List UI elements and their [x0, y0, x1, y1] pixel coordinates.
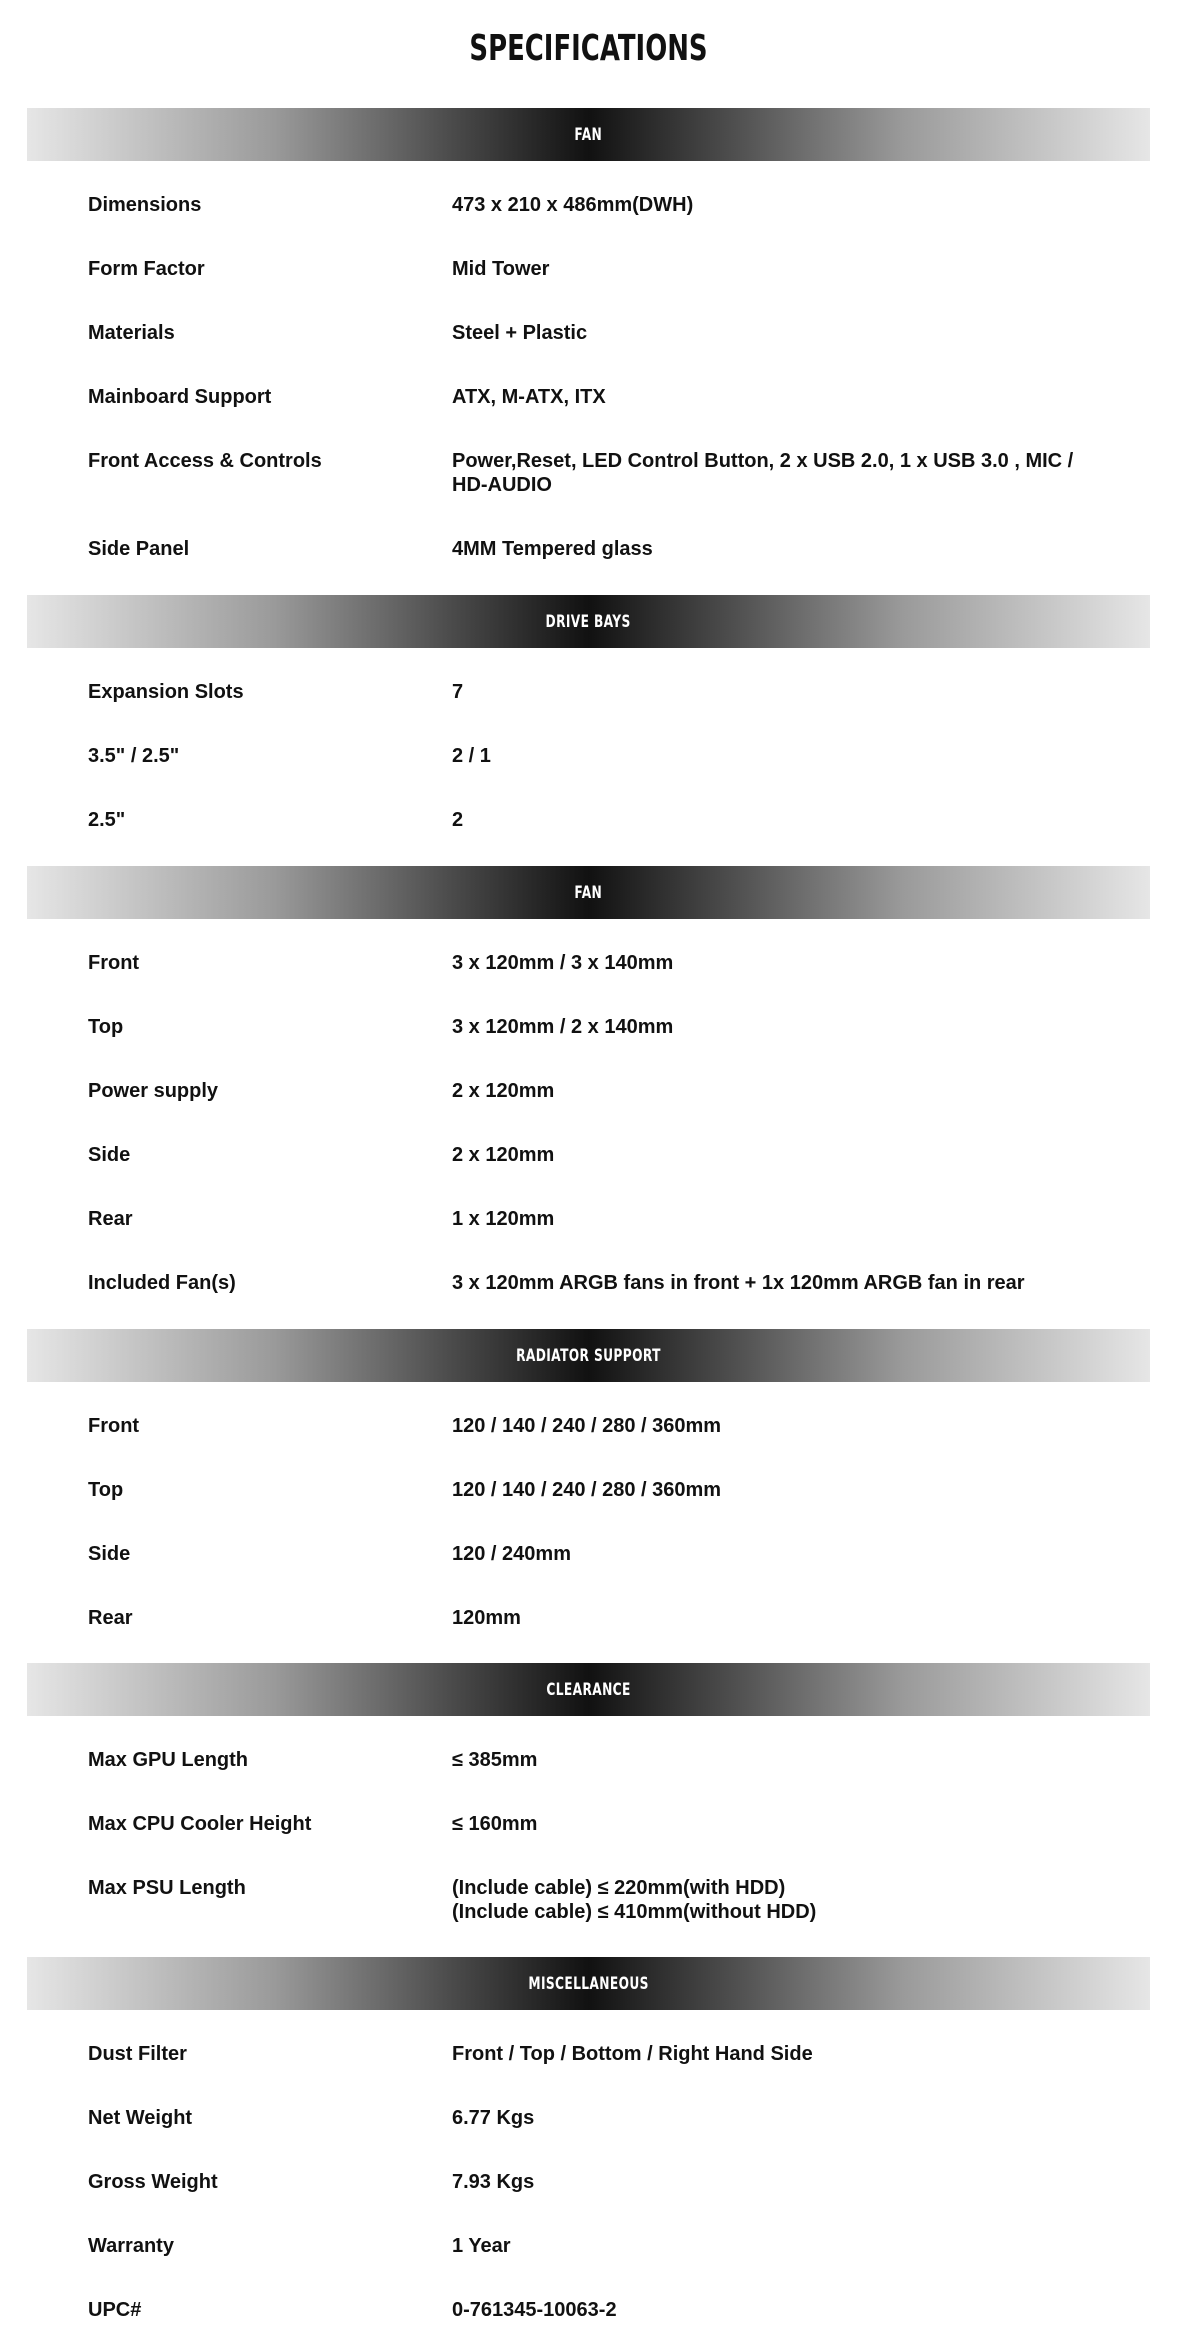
spec-label: Max PSU Length — [88, 1877, 246, 1899]
spec-value — [452, 1143, 1092, 1167]
spec-value-line: 2 — [452, 809, 464, 831]
spec-label: Rear — [88, 1208, 133, 1230]
spec-value-line: 7 — [452, 681, 464, 703]
section-title: RADIATOR SUPPORT — [516, 1345, 661, 1366]
spec-value-line: 3 x 120mm / 2 x 140mm — [452, 1016, 674, 1038]
spec-value-line: HD-AUDIO — [452, 474, 552, 496]
spec-value — [452, 449, 1092, 497]
spec-label: Gross Weight — [88, 2171, 218, 2193]
spec-value — [452, 385, 1092, 409]
spec-value — [452, 1748, 1092, 1772]
spec-value-line: 4MM Tempered glass — [452, 538, 653, 560]
spec-label: Front — [88, 952, 140, 974]
spec-value-line: 7.93 Kgs — [452, 2171, 535, 2193]
spec-label: Dust Filter — [88, 2043, 187, 2065]
spec-label: Top — [88, 1479, 124, 1501]
spec-value — [452, 951, 1092, 975]
spec-value — [452, 193, 1092, 217]
section-header — [27, 866, 1150, 919]
spec-label: Top — [88, 1016, 124, 1038]
spec-value-line: 1 Year — [452, 2235, 511, 2257]
page-title: SPECIFICATIONS — [469, 28, 708, 69]
spec-value — [452, 2170, 1092, 2194]
spec-value — [452, 1876, 1092, 1924]
spec-value — [452, 537, 1092, 561]
spec-label: 2.5" — [88, 809, 126, 831]
spec-label: Mainboard Support — [88, 386, 272, 408]
spec-value-line: 2 / 1 — [452, 745, 491, 767]
spec-value — [452, 2298, 1092, 2322]
spec-value-line: Power,Reset, LED Control Button, 2 x USB 2.0, 1 x USB 3.0 , MIC / — [452, 450, 1074, 472]
section-title: DRIVE BAYS — [545, 611, 632, 632]
spec-value — [452, 1079, 1092, 1103]
spec-value-line: Steel + Plastic — [452, 322, 588, 344]
spec-label: Expansion Slots — [88, 681, 244, 703]
spec-value — [452, 1271, 1092, 1295]
spec-value — [452, 808, 1092, 832]
spec-value-line: 3 x 120mm ARGB fans in front + 1x 120mm ARGB fan in rear — [452, 1272, 1025, 1294]
spec-value — [452, 1207, 1092, 1231]
spec-label: Materials — [88, 322, 175, 344]
spec-label: Rear — [88, 1607, 133, 1629]
section-title: MISCELLANEOUS — [528, 1973, 649, 1994]
spec-value-line: 2 x 120mm — [452, 1144, 555, 1166]
spec-label: Side — [88, 1144, 131, 1166]
spec-value-line: 3 x 120mm / 3 x 140mm — [452, 952, 674, 974]
spec-value-line: (Include cable) ≤ 410mm(without HDD) — [452, 1901, 817, 1923]
spec-value-line: 6.77 Kgs — [452, 2107, 535, 2129]
spec-value-line: 1 x 120mm — [452, 1208, 555, 1230]
spec-value — [452, 321, 1092, 345]
spec-label: Side Panel — [88, 538, 190, 560]
spec-value-line: Front / Top / Bottom / Right Hand Side — [452, 2043, 813, 2065]
spec-value — [452, 744, 1092, 768]
spec-value-line: Mid Tower — [452, 258, 550, 280]
spec-value — [452, 2106, 1092, 2130]
spec-value-line: 120 / 140 / 240 / 280 / 360mm — [452, 1479, 722, 1501]
spec-value — [452, 1812, 1092, 1836]
spec-value-line: (Include cable) ≤ 220mm(with HDD) — [452, 1877, 786, 1899]
spec-value — [452, 2042, 1092, 2066]
section-header — [27, 1663, 1150, 1716]
spec-label: Net Weight — [88, 2107, 193, 2129]
spec-value — [452, 2234, 1092, 2258]
spec-value — [452, 257, 1092, 281]
spec-label: Max CPU Cooler Height — [88, 1813, 312, 1835]
spec-value-line: 0-761345-10063-2 — [452, 2299, 617, 2321]
spec-label: Form Factor — [88, 258, 205, 280]
spec-label: Max GPU Length — [88, 1749, 249, 1771]
spec-label: UPC# — [88, 2299, 142, 2321]
spec-label: Side — [88, 1543, 131, 1565]
spec-value — [452, 1606, 1092, 1630]
section-header — [27, 108, 1150, 161]
spec-value-line: ≤ 160mm — [452, 1813, 538, 1835]
section-title: CLEARANCE — [546, 1679, 631, 1700]
section-header — [27, 595, 1150, 648]
spec-value — [452, 1478, 1092, 1502]
spec-value-line: 120mm — [452, 1607, 521, 1629]
section-header — [27, 1329, 1150, 1382]
spec-label: Dimensions — [88, 194, 202, 216]
spec-label: Front Access & Controls — [88, 450, 322, 472]
spec-value-line: 120 / 140 / 240 / 280 / 360mm — [452, 1415, 722, 1437]
spec-label: Power supply — [88, 1080, 219, 1102]
spec-value-line: 473 x 210 x 486mm(DWH) — [452, 194, 694, 216]
section-title: FAN — [574, 882, 603, 903]
section-header — [27, 1957, 1150, 2010]
spec-value — [452, 680, 1092, 704]
spec-value — [452, 1414, 1092, 1438]
spec-value-line: ≤ 385mm — [452, 1749, 538, 1771]
spec-value-line: 120 / 240mm — [452, 1543, 571, 1565]
spec-label: 3.5" / 2.5" — [88, 745, 180, 767]
section-title: FAN — [574, 124, 603, 145]
spec-value — [452, 1015, 1092, 1039]
spec-value-line: 2 x 120mm — [452, 1080, 555, 1102]
spec-label: Front — [88, 1415, 140, 1437]
spec-label: Included Fan(s) — [88, 1272, 236, 1294]
spec-value — [452, 1542, 1092, 1566]
spec-label: Warranty — [88, 2235, 174, 2257]
spec-value-line: ATX, M-ATX, ITX — [452, 386, 606, 408]
